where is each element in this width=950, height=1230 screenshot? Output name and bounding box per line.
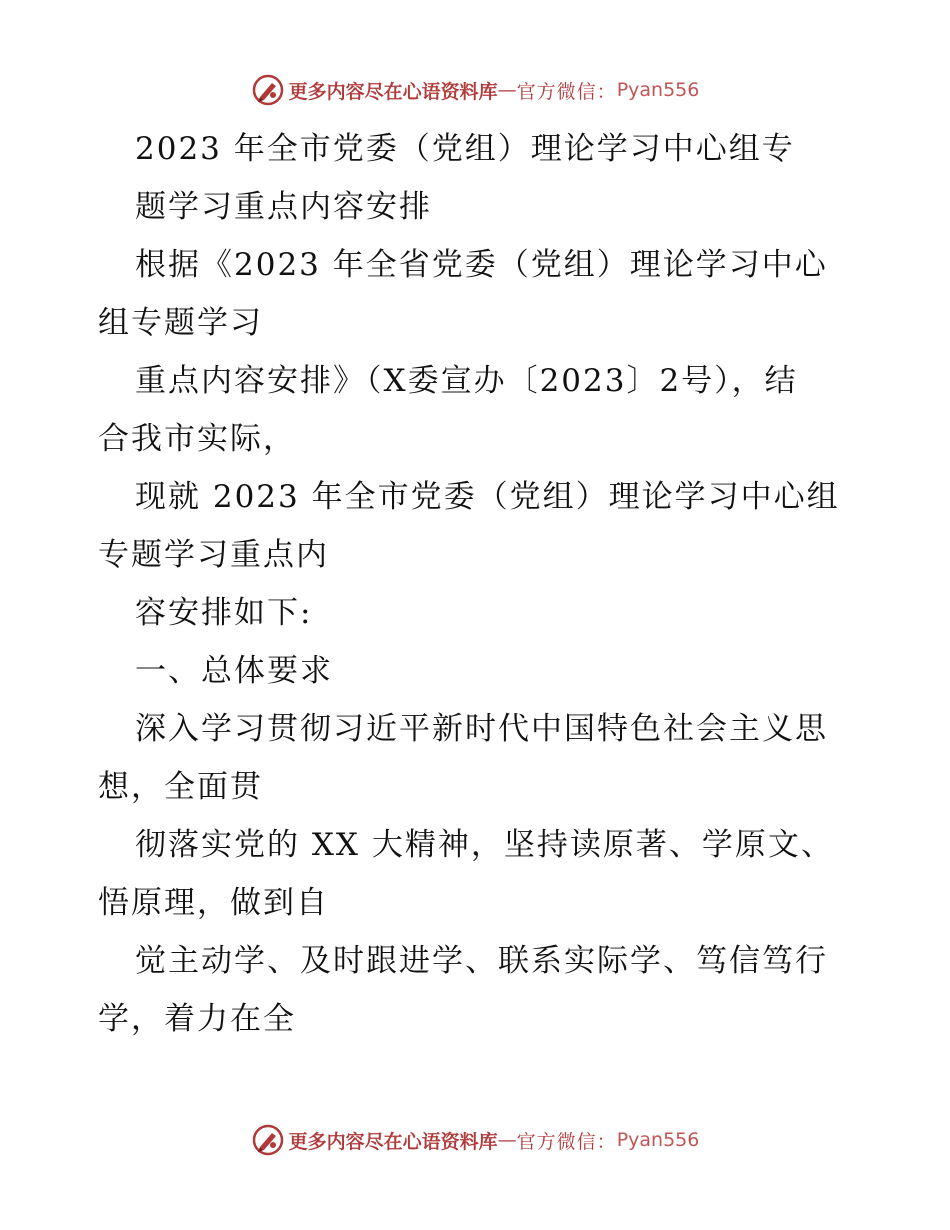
paragraph-line: 组专题学习 xyxy=(98,305,263,341)
paragraph-line: 容安排如下: xyxy=(135,595,313,631)
pen-logo-icon xyxy=(251,73,285,107)
title-line-2: 题学习重点内容安排 xyxy=(135,189,432,225)
document-body xyxy=(98,120,858,1048)
paragraph-line: 深入学习贯彻习近平新时代中国特色社会主义思 xyxy=(135,711,828,747)
paragraph-line: 专题学习重点内 xyxy=(98,537,329,573)
watermark-separator: — xyxy=(497,79,517,101)
pen-logo-icon xyxy=(251,1123,285,1157)
title-line-1: 2023 年全市党委（党组）理论学习中心组专 xyxy=(135,131,795,167)
paragraph-line: 现就 2023 年全市党委（党组）理论学习中心组 xyxy=(135,479,840,515)
paragraph-line: 悟原理，做到自 xyxy=(98,885,329,921)
watermark-wechat-id: Pyan556 xyxy=(616,1129,700,1151)
paragraph-line: 根据《2023 年全省党委（党组）理论学习中心 xyxy=(135,247,828,283)
watermark-main-text: 更多内容尽在心语资料库 xyxy=(288,80,498,103)
watermark-label: 官方微信： xyxy=(516,80,617,103)
paragraph-line: 觉主动学、及时跟进学、联系实际学、笃信笃行 xyxy=(135,943,828,979)
paragraph-line: 彻落实党的 XX 大精神，坚持读原著、学原文、 xyxy=(135,827,834,863)
watermark-label: 官方微信： xyxy=(516,1130,617,1153)
paragraph-line: 想，全面贯 xyxy=(98,769,263,805)
watermark-footer xyxy=(0,1120,950,1160)
watermark-separator: — xyxy=(497,1129,517,1151)
watermark-main-text: 更多内容尽在心语资料库 xyxy=(288,1130,498,1153)
paragraph-line: 学，着力在全 xyxy=(98,1001,296,1037)
paragraph-line: 合我市实际， xyxy=(98,421,296,457)
paragraph-line: 重点内容安排》（X委宣办〔2023〕2号），结 xyxy=(135,363,798,399)
section-heading: 一、总体要求 xyxy=(135,653,333,689)
watermark-wechat-id: Pyan556 xyxy=(616,79,700,101)
watermark-header xyxy=(0,70,950,110)
